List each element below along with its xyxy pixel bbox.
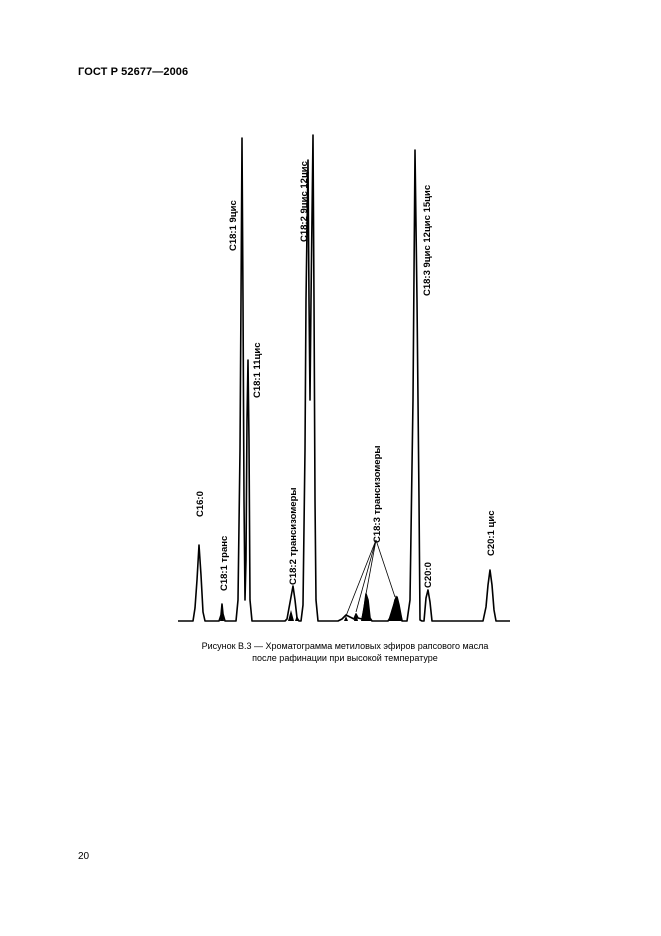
page-number: 20 (78, 851, 90, 862)
leader-lines (346, 540, 395, 616)
leader-line (366, 540, 376, 594)
peak-label-c16-0: C16:0 (195, 491, 206, 517)
leader-line (346, 540, 376, 616)
filled-peak-c18-3-trans-4 (388, 595, 403, 621)
peak-label-c18-1-trans: C18:1 транс (219, 535, 230, 591)
peak-label-c18-2-9cis12cis: C18:2 9цис 12цис (299, 161, 310, 242)
filled-peak-c18-2-trans-2 (295, 615, 299, 621)
peak-label-c18-3-cis: C18:3 9цис 12цис 15цис (422, 184, 433, 296)
caption-line-2: после рафинации при высокой температуре (252, 653, 438, 663)
document-header: ГОСТ Р 52677—2006 (78, 66, 189, 78)
peak-label-c18-2-trans: C18:2 трансизомеры (288, 487, 299, 585)
caption-line-1: Рисунок B.3 — Хроматограмма метиловых эфиров рапсового масла (201, 641, 489, 651)
peak-label-c20-1: C20:1 цис (486, 510, 497, 556)
peak-label-c18-1-11cis: C18:1 11цис (252, 342, 263, 398)
figure-caption (120, 640, 570, 664)
peak-label-c18-1-9cis: C18:1 9цис (228, 200, 239, 251)
peak-label-c18-3-trans: C18:3 трансизомеры (372, 445, 383, 543)
peak-label-c20-0: C20:0 (423, 562, 434, 588)
leader-line (376, 540, 395, 597)
filled-trans-peaks (220, 592, 403, 621)
